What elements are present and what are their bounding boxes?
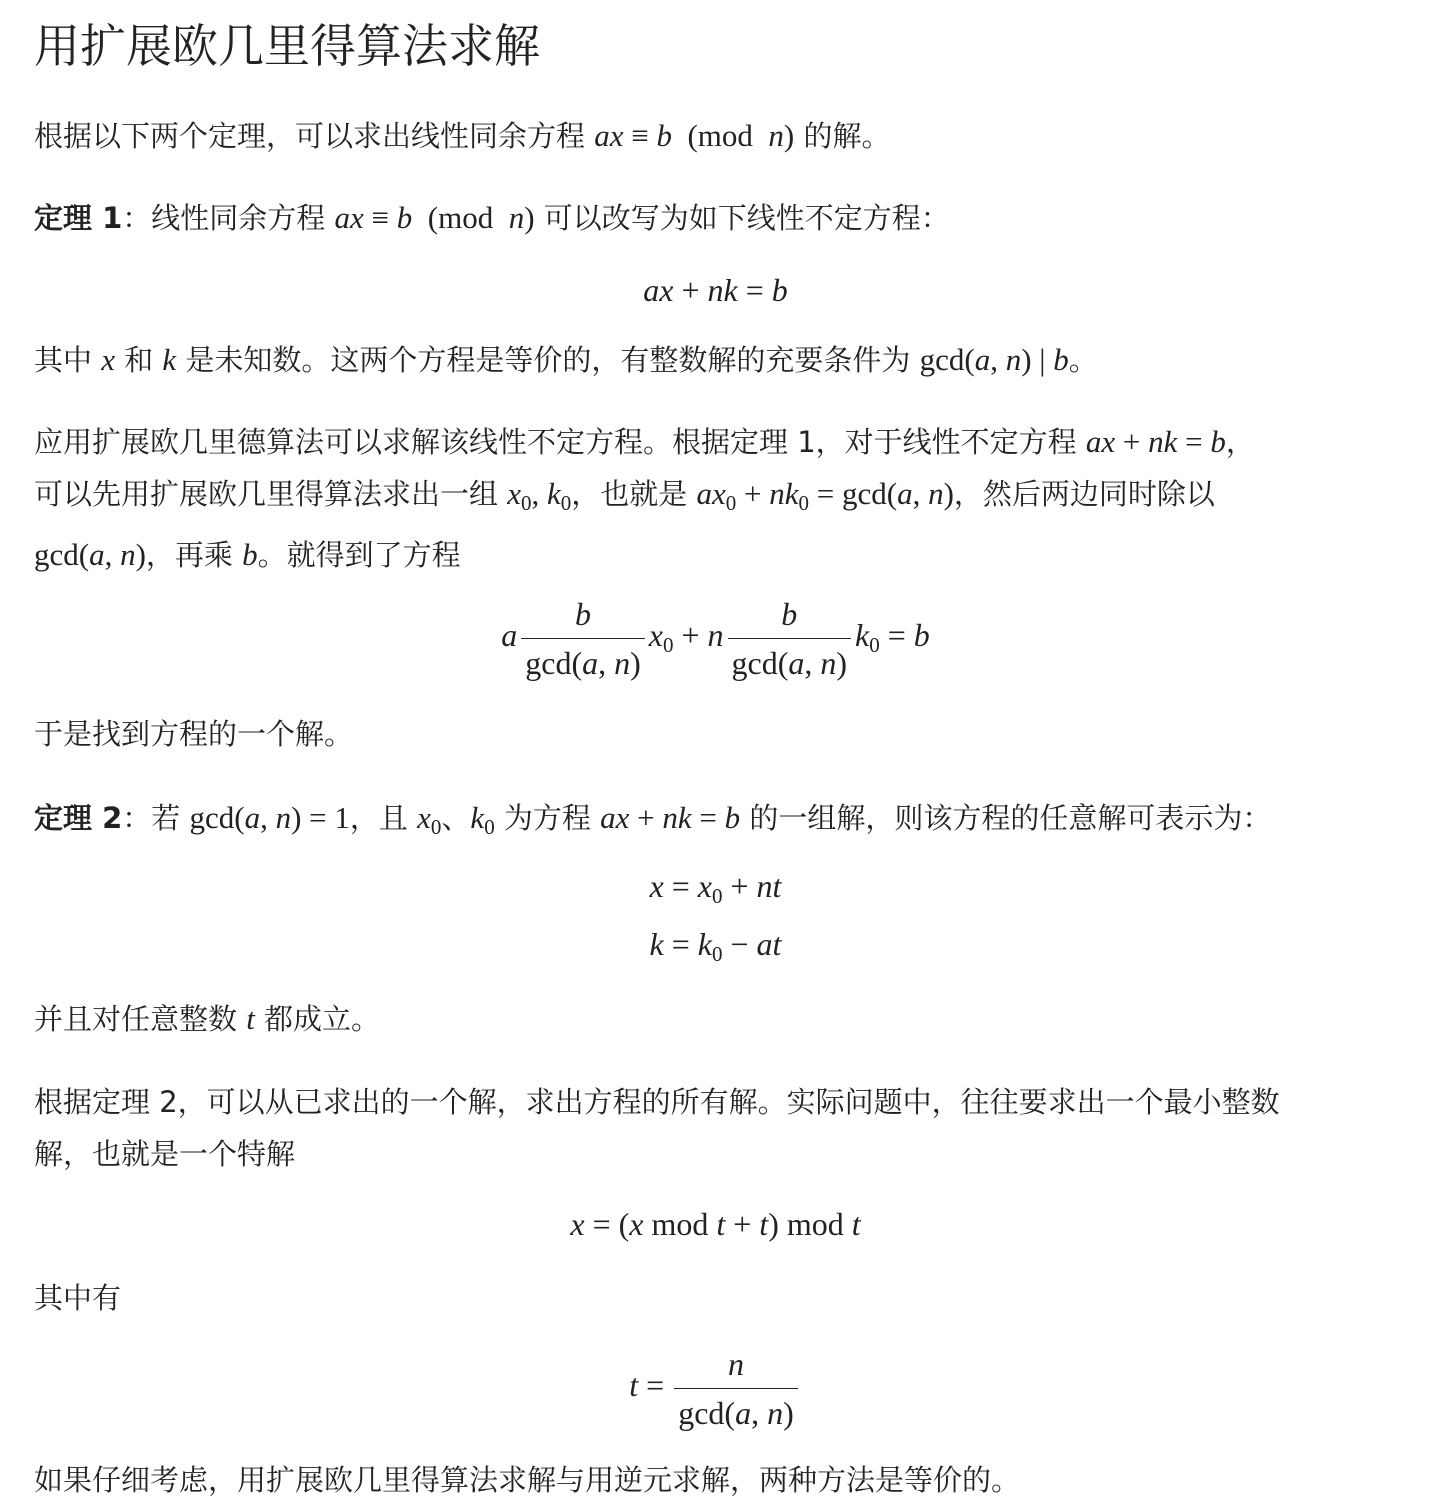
math-congruence: ax ≡ b (mod n) — [594, 118, 795, 153]
math-x: x — [101, 342, 115, 377]
text: 并且对任意整数 — [34, 1002, 247, 1036]
denominator: gcd(a, n) — [731, 645, 848, 681]
paragraph-unknowns — [34, 334, 1403, 386]
line: 根据定理 2，可以从已求出的一个解，求出方程的所有解。实际问题中，往往要求出一个最小整数 — [34, 1085, 1280, 1119]
text: ： — [122, 801, 152, 835]
text: 是未知数。这两个方程是等价的，有整数解的充要条件为 — [176, 343, 920, 377]
page-title: 用扩展欧几里得算法求解 — [34, 19, 540, 73]
math-x0: $x_0$ — [417, 800, 442, 839]
text: 和 — [114, 343, 163, 377]
math-gcd: gcd(a, n) — [34, 537, 146, 572]
text: ： — [122, 201, 152, 235]
paragraph-apply — [34, 416, 1403, 581]
paragraph-min-solution — [34, 1076, 1403, 1180]
text: ，然后两边同时除以 — [953, 477, 1215, 511]
equation-k-general: $k = k_0$ − at — [649, 926, 782, 966]
math-x0-k0: $x_0$, $k_0$ — [507, 476, 572, 515]
text: 都成立。 — [254, 1002, 381, 1036]
text: 线性同余方程 — [151, 201, 335, 235]
math-bezout: $ax_0 + nk_0 = \gcd(a$, n) — [696, 476, 954, 515]
text: 的解。 — [794, 119, 891, 153]
equation-x-general: $x = x_0$ + nt — [649, 868, 782, 908]
theorem-2 — [34, 792, 1403, 853]
paragraph-found: 于是找到方程的一个解。 — [34, 717, 354, 751]
numerator: b — [728, 594, 852, 639]
text: 可以改写为如下线性不定方程： — [534, 201, 950, 235]
text: ，也就是 — [571, 477, 697, 511]
math-k0: $k_0$ — [470, 800, 495, 839]
line — [34, 468, 1403, 529]
line — [34, 416, 1403, 468]
math-congruence: ax ≡ b (mod n) — [334, 200, 535, 235]
denominator: gcd(a, n) — [525, 645, 641, 681]
line — [34, 529, 1403, 581]
text: 应用扩展欧几里德算法可以求解该线性不定方程。根据定理 1，对于线性不定方程 — [34, 425, 1086, 459]
theorem-1 — [34, 192, 1403, 244]
math-gcd-one: gcd(a, n) = 1 — [189, 800, 350, 835]
paragraph-conclusion: 如果仔细考虑，用扩展欧几里得算法求解与用逆元求解，两种方法是等价的。 — [34, 1463, 1021, 1497]
equation-mod: x = (x mod t + t) mod t — [570, 1206, 861, 1242]
equation-linear: ax + nk = b — [643, 272, 788, 308]
line: 解，也就是一个特解 — [34, 1137, 296, 1171]
denominator: gcd(a, n) — [678, 1395, 794, 1431]
math-t: t — [246, 1001, 255, 1036]
text: 可以先用扩展欧几里得算法求出一组 — [34, 477, 508, 511]
text: ，且 — [349, 801, 418, 835]
theorem-2-label: 定理 2 — [34, 801, 123, 835]
math-gcd-divides: gcd(a, n) | b — [919, 342, 1069, 377]
text: ，再乘 — [145, 538, 243, 572]
fraction — [521, 594, 645, 683]
paragraph-intro — [34, 110, 1403, 162]
theorem-1-label: 定理 1 — [34, 201, 123, 235]
text: 其中 — [34, 343, 102, 377]
text: 、 — [441, 801, 471, 835]
paragraph-any-t — [34, 993, 1403, 1045]
text: 。 — [1068, 343, 1098, 377]
text: 为方程 — [494, 801, 601, 835]
math-linear: ax + nk = b — [600, 800, 741, 835]
numerator: n — [674, 1344, 798, 1389]
math-b: b — [242, 537, 258, 572]
text: 根据以下两个定理，可以求出线性同余方程 — [34, 119, 595, 153]
text: 的一组解，则该方程的任意解可表示为： — [740, 801, 1272, 835]
fraction — [674, 1344, 798, 1433]
equation-fraction: a $\frac{b}{\gcd(a, n)}$ $x_0 + n$ $\frac{b}{\gcd(a, n)}$ $k_0 = b$ — [501, 596, 930, 681]
math-linear: ax + nk = b — [1085, 424, 1226, 459]
math-k: k — [162, 342, 177, 377]
numerator: b — [521, 594, 645, 639]
equation-t: t = $\frac{n}{\gcd(a, n)}$ — [0, 1344, 1431, 1433]
text: 。就得到了方程 — [257, 538, 461, 572]
fraction — [728, 594, 852, 683]
text: 若 — [151, 801, 190, 835]
paragraph-where: 其中有 — [34, 1281, 122, 1315]
text: ， — [1225, 425, 1255, 459]
